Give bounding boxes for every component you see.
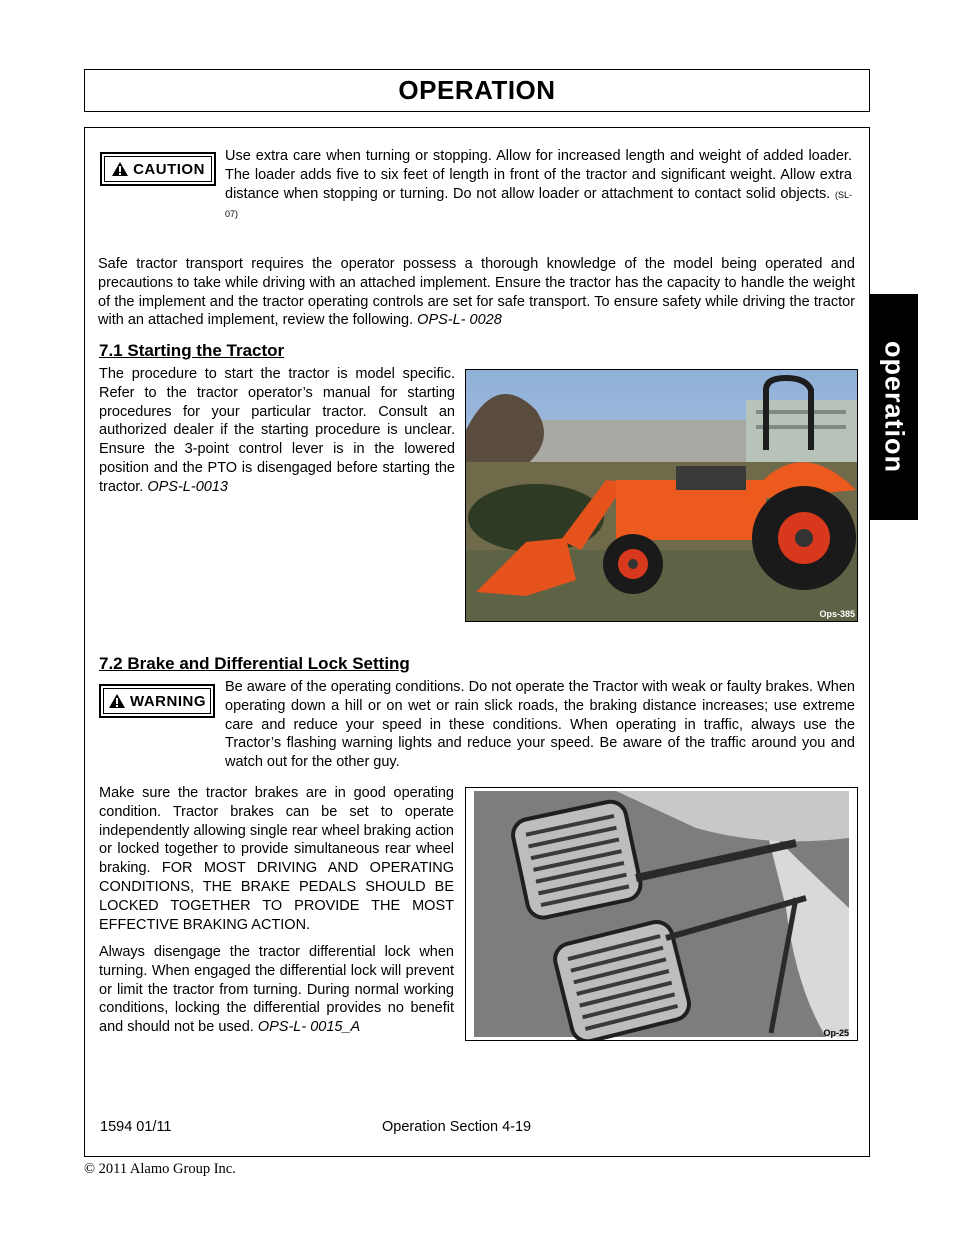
caution-sign (100, 152, 216, 186)
footer-section: Operation Section 4-19 (382, 1119, 532, 1135)
tractor-photo (465, 369, 858, 622)
brake-pedal-illustration (466, 788, 857, 1040)
footer-copyright: © 2011 Alamo Group Inc. (84, 1161, 236, 1177)
differential-code: OPS-L- 0015_A (257, 1019, 361, 1036)
caution-label: CAUTION (133, 160, 205, 178)
differential-paragraph (99, 943, 454, 1037)
warning-text: Be aware of the operating conditions. Do not operate the Tractor with weak or faulty brakes. When operating down a hill or on wet or rain slick roads, the braking distance increases; use extreme care and reduce your speed in these conditions. When operating in traffic, always use the Tractor’s flashing warning lights and reduce your speed. Be aware of the traffic around you and watch out for the other guy. (225, 679, 855, 771)
tractor-illustration (466, 370, 857, 621)
section-heading-starting: 7.1 Starting the Tractor (99, 341, 285, 360)
starting-text: The procedure to start the tractor is model specific. Refer to the tractor operator’s manual for starting procedures for your particular tractor. Consult an authorized dealer if the starting procedure is unclear. Ensure the 3-point control lever is in the lowered position and the PTO is disengaged before starting the tractor. (99, 366, 455, 495)
caution-text-block (225, 147, 852, 224)
tractor-photo-caption: Ops-385 (819, 609, 855, 619)
section-heading-brake: 7.2 Brake and Differential Lock Setting (99, 654, 410, 673)
caution-code: (SL-07) (225, 189, 852, 220)
warning-triangle-icon (111, 161, 129, 177)
warning-triangle-icon (108, 693, 126, 709)
starting-paragraph (99, 365, 455, 497)
section-side-tab: operation (870, 294, 918, 520)
caution-text: Use extra care when turning or stopping. Allow for increased length and weight of added loader. The loader adds five to six feet of length in front of the tractor and significant weight. Allow extra distance when stopping or turning. Do not allow loader or attachment to contact solid objects. (225, 148, 852, 202)
starting-code: OPS-L-0013 (147, 478, 228, 495)
warning-sign (99, 684, 215, 718)
footer-doc-number: 1594 01/11 (100, 1119, 172, 1135)
brake-pedal-photo (465, 787, 858, 1041)
intro-text: Safe tractor transport requires the operator possess a thorough knowledge of the model being operated and precautions to take while driving with an attached implement. Ensure the tractor has the capacity to handle the weight of the implement and the tractor operating controls are set for safe transport. To ensure safety while driving the tractor with an attached implement, review the following. (98, 256, 855, 329)
intro-code: OPS-L- 0028 (417, 312, 502, 329)
differential-text: Always disengage the tractor differential lock when turning. When engaged the differential lock will prevent or limit the tractor from turning. During normal working conditions, locking the differential provides no benefit and should not be used. (99, 944, 454, 1036)
brake-photo-caption: Op-25 (823, 1028, 849, 1038)
warning-label: WARNING (130, 692, 206, 710)
brake-paragraph: Make sure the tractor brakes are in good operating condition. Tractor brakes can be set to operate independently allowing single rear wheel braking action or locked together to provide simultaneous rear wheel braking. FOR MOST DRIVING AND OPERATING CONDITIONS, THE BRAKE PEDALS SHOULD BE LOCKED TOGETHER TO PROVIDE THE MOST EFFECTIVE BRAKING ACTION. (99, 785, 454, 933)
page-title: OPERATION (398, 75, 556, 105)
intro-paragraph (98, 255, 855, 330)
